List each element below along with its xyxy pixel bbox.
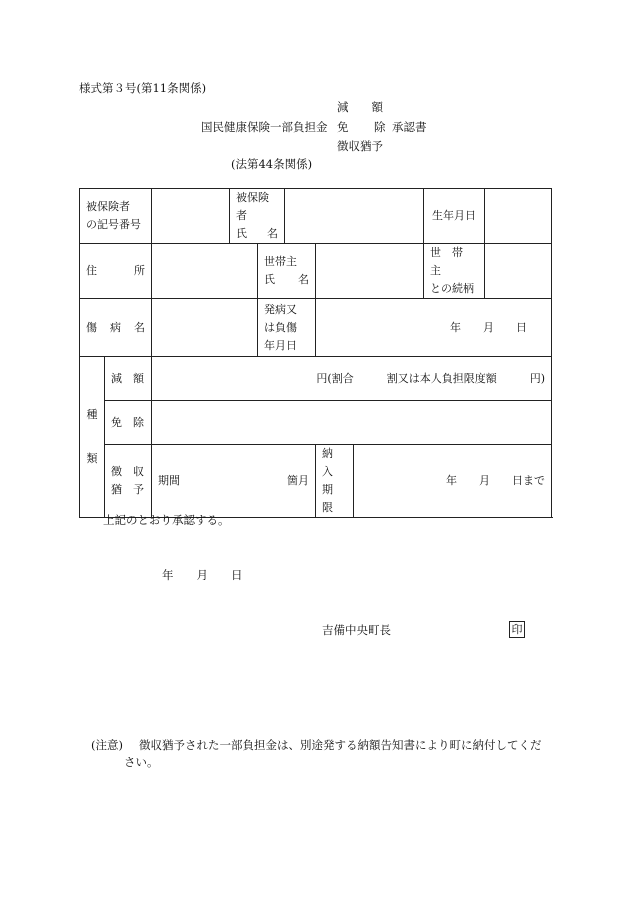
note-line-2: さい。: [124, 755, 159, 769]
table-row: [80, 357, 552, 401]
birthdate-label: 生年月日: [424, 189, 485, 244]
payment-deadline-label: 納 入 期 限: [316, 445, 354, 518]
approval-form-table: [79, 188, 552, 518]
table-row: [80, 299, 552, 357]
table-row: [80, 189, 552, 244]
deferral-label: 徴 収 猶 予: [105, 445, 152, 518]
insured-name-field[interactable]: [285, 189, 424, 244]
exemption-label: 免 除: [105, 401, 152, 445]
period-unit: 箇月: [287, 474, 309, 487]
head-name-field[interactable]: [316, 244, 424, 299]
address-field[interactable]: [152, 244, 258, 299]
reduction-option: 減 額: [337, 100, 383, 114]
head-name-label: 世帯主 氏 名: [258, 244, 316, 299]
disease-field[interactable]: [152, 299, 258, 357]
reduction-label: 減 額: [105, 357, 152, 401]
title-suffix: 承認書: [392, 120, 427, 134]
address-label: 住 所: [80, 244, 152, 299]
insured-number-label: 被保険者 の記号番号: [80, 189, 152, 244]
approval-date: 年 月 日: [162, 568, 243, 582]
birthdate-field[interactable]: [485, 189, 552, 244]
onset-date-field[interactable]: 年 月 日: [316, 299, 552, 357]
note-label: (注意): [91, 738, 123, 752]
deferral-period-field[interactable]: [152, 445, 316, 518]
insured-number-field[interactable]: [152, 189, 230, 244]
approval-text: 上記のとおり承認する。: [103, 513, 230, 527]
law-reference: (法第44条関係): [231, 157, 313, 171]
note-line-1: 徴収猶予された一部負担金は、別途発する納額告知書により町に納付してくだ: [139, 738, 542, 752]
exemption-option: 除: [374, 120, 386, 134]
onset-label: 発病又 は負傷 年月日: [258, 299, 316, 357]
exemption-prefix: 免: [337, 120, 349, 134]
exemption-field[interactable]: [152, 401, 552, 445]
period-label: 期間: [158, 474, 180, 487]
payment-deadline-field[interactable]: 年 月 日まで: [354, 445, 552, 518]
table-row: [80, 244, 552, 299]
form-number: 様式第３号(第11条関係): [79, 81, 207, 95]
reduction-amount-field[interactable]: 円(割合 割又は本人負担限度額 円): [152, 357, 552, 401]
deferral-option: 徴収猶予: [337, 139, 383, 153]
table-row: [80, 445, 552, 518]
insured-name-label: 被保険者 氏 名: [230, 189, 285, 244]
type-label: 種 類: [80, 357, 105, 518]
relation-label: 世 帯 主 との続柄: [424, 244, 485, 299]
mayor-title: 吉備中央町長: [322, 623, 391, 637]
disease-label: 傷 病 名: [80, 299, 152, 357]
seal-mark: 印: [509, 621, 525, 638]
relation-field[interactable]: [485, 244, 552, 299]
title-prefix: 国民健康保険一部負担金: [201, 120, 328, 134]
table-row: [80, 401, 552, 445]
